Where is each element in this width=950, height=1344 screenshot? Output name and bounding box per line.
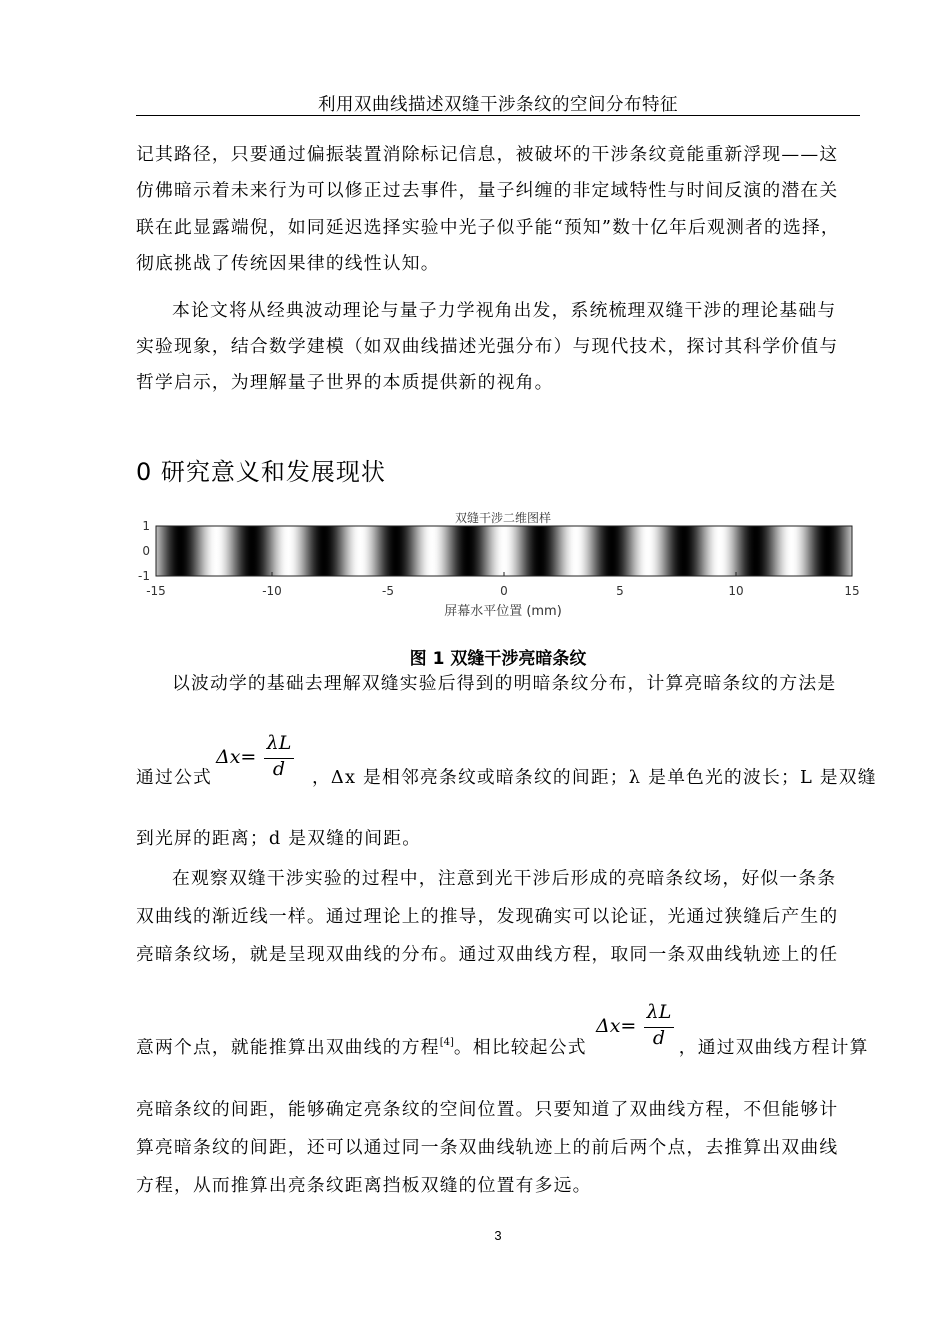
formula-denominator: d [272,758,286,780]
text-fragment: ，通过双曲线方程计算 [678,1037,869,1058]
text-line: 亮暗条纹的间距，能够确定亮条纹的空间位置。只要知道了双曲线方程，不但能够计 [136,1099,839,1120]
text-line: 到光屏的距离；d 是双缝的间距。 [136,828,422,849]
header-rule [136,115,860,116]
text-line: 仿佛暗示着未来行为可以修正过去事件，量子纠缠的非定域特性与时间反演的潜在关 [136,180,839,201]
x-tick-label: 0 [500,584,508,598]
formula-delta-x [596,1001,676,1055]
y-tick-label: 0 [142,544,150,558]
text-fragment: 意两个点，就能推算出双曲线的方程 [136,1037,440,1058]
x-axis-label: 屏幕水平位置 (mm) [444,604,562,619]
text-line: 联在此显露端倪，如同延迟选择实验中光子似乎能“预知”数十亿年后观测者的选择， [136,217,840,238]
x-tick-label: -10 [262,584,282,598]
text-line: 亮暗条纹场，就是呈现双曲线的分布。通过双曲线方程，取同一条双曲线轨迹上的任 [136,944,839,965]
text-line: 以波动学的基础去理解双缝实验后得到的明暗条纹分布，计算亮暗条纹的方法是 [172,673,837,694]
section-heading: 0 研究意义和发展现状 [136,458,386,486]
formula-delta-x [216,732,296,786]
text-line [136,1034,869,1059]
text-line: 本论文将从经典波动理论与量子力学视角出发，系统梳理双缝干涉的理论基础与 [172,300,837,321]
formula-lhs: Δx= [596,1015,637,1037]
x-tick-label: 10 [728,584,744,598]
text-fragment: 通过公式 [136,767,212,788]
formula-denominator: d [652,1027,666,1049]
plot-area [156,526,852,576]
text-line: 哲学启示，为理解量子世界的本质提供新的视角。 [136,372,554,393]
text-line: 在观察双缝干涉实验的过程中，注意到光干涉后形成的亮暗条纹场，好似一条条 [172,868,837,889]
x-tick-label: 5 [616,584,624,598]
running-header: 利用双曲线描述双缝干涉条纹的空间分布特征 [318,95,678,115]
y-axis [138,519,150,583]
y-tick-label: 1 [142,519,150,533]
x-tick-label: 15 [844,584,860,598]
formula-lhs: Δx= [216,746,257,768]
text-line: 实验现象，结合数学建模（如双曲线描述光强分布）与现代技术，探讨其科学价值与 [136,336,839,357]
x-tick-label: -15 [146,584,166,598]
text-line: 方程，从而推算出亮条纹距离挡板双缝的位置有多远。 [136,1175,592,1196]
text-line: 双曲线的渐近线一样。通过理论上的推导，发现确实可以论证，光通过狭缝后产生的 [136,906,839,927]
text-fragment: ，Δx 是相邻亮条纹或暗条纹的间距；λ 是单色光的波长；L 是双缝 [311,767,877,788]
formula-numerator: λL [266,732,292,754]
x-tick-label: -5 [382,584,394,598]
formula-numerator: λL [646,1001,672,1023]
chart-title: 双缝干涉二维图样 [454,511,552,525]
text-fragment: 。相比较起公式 [453,1037,587,1058]
text-line: 算亮暗条纹的间距，还可以通过同一条双曲线轨迹上的前后两个点，去推算出双曲线 [136,1137,839,1158]
page-number: 3 [494,1228,502,1243]
text-line: 彻底挑战了传统因果律的线性认知。 [136,253,440,274]
interference-pattern-chart [130,505,870,625]
citation-ref: [4] [439,1037,454,1048]
y-tick-label: -1 [138,569,150,583]
figure-caption: 图 1 双缝干涉亮暗条纹 [409,649,587,669]
text-line: 记其路径，只要通过偏振装置消除标记信息，被破坏的干涉条纹竟能重新浮现——这 [136,144,839,165]
